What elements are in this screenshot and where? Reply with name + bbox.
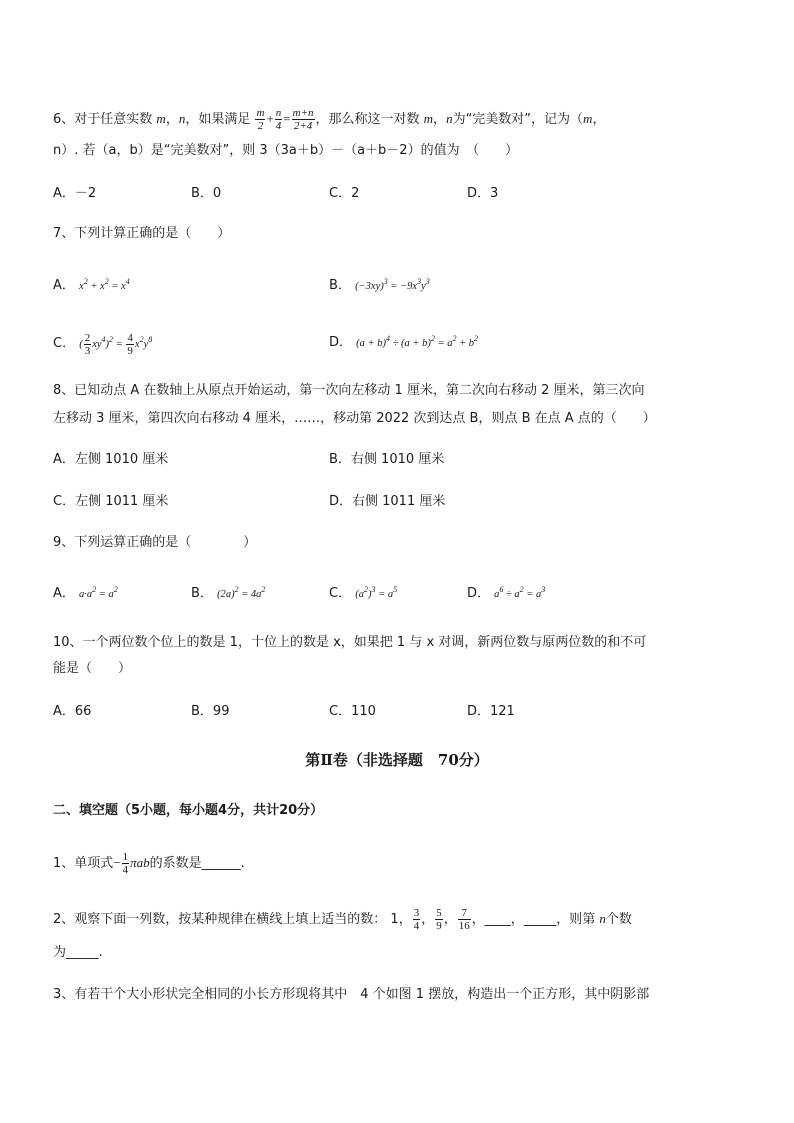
q7-stem: 7、下列计算正确的是（ ） bbox=[53, 226, 231, 241]
q8-option-b: B．右侧 1010 厘米 bbox=[329, 452, 445, 467]
q7-c-expr: ( $\frac{2}{3}$ $xy^4)^2$ = $\frac{4}{9}$ $x^2y^8$ bbox=[79, 332, 153, 358]
q8-option-c: C．左侧 1011 厘米 bbox=[53, 494, 169, 509]
q6-option-c: C．2 bbox=[329, 186, 360, 201]
f1-frac: $\frac{1}{4}$ bbox=[122, 851, 129, 876]
f1-suffix: 的系数是______. bbox=[149, 856, 245, 871]
fill-q3-line1: 3、有若干个大小形状完全相同的小长方形现将其中 4 个如图 1 摆放，构造出一个正方形，其中阴影部 bbox=[53, 987, 650, 1002]
section-2-title: 第Ⅱ卷（非选择题 70分） bbox=[305, 751, 489, 769]
q7-b-expr: $(-3xy)^3 = -9x^3y^3$ bbox=[355, 277, 430, 292]
f2-first: 1， bbox=[390, 912, 412, 927]
q9-option-a bbox=[53, 585, 118, 604]
f2-comma-1: ， bbox=[421, 912, 435, 927]
q10-option-c: C．110 bbox=[329, 704, 376, 719]
q9-option-b bbox=[191, 585, 265, 604]
q6-comma: ， bbox=[165, 112, 179, 127]
f2-frac-2: $\frac{5}{9}$ bbox=[436, 907, 442, 932]
q7-d-expr: $(a + b)^4 \div (a + b)^2 = a^2 + b^2$ bbox=[356, 334, 479, 349]
q6-option-d: D．3 bbox=[467, 186, 499, 201]
q8-line1: 8、已知动点 A 在数轴上从原点开始运动，第一次向左移动 1 厘米，第二次向右移动 2 厘米，第三次向 bbox=[53, 383, 645, 398]
f2-frac-3: $\frac{7}{16}$ bbox=[458, 907, 470, 932]
q6-frac-sum: $\frac{m+n}{2+4}$ bbox=[292, 107, 314, 132]
q9-b-expr: $(2a)^2 = 4a^2$ bbox=[217, 585, 266, 600]
q9-c-label: C． bbox=[329, 586, 352, 601]
fill-q2-line2: 为_____. bbox=[53, 945, 103, 960]
q6-line1 bbox=[53, 106, 605, 132]
q6-equals: = bbox=[283, 111, 291, 126]
q10-line1: 10、一个两位数个位上的数是 1，十位上的数是 x，如果把 1 与 x 对调，新两位数与原两位数的和不可 bbox=[53, 635, 647, 650]
q10-option-b: B．99 bbox=[191, 704, 230, 719]
q6-frac-m-2: $\frac{m}{2}$ bbox=[256, 107, 265, 132]
q7-option-d bbox=[329, 334, 478, 353]
f2-frac-1: $\frac{3}{4}$ bbox=[413, 907, 420, 932]
q7-a-label: A． bbox=[53, 278, 75, 293]
fill-q2-line1 bbox=[53, 901, 632, 937]
q9-b-label: B． bbox=[191, 586, 213, 601]
q7-a-expr: $x^2 + x^2 = x^4$ bbox=[79, 277, 130, 292]
q6-comma2: ， bbox=[433, 112, 447, 127]
q6-var-m3: m bbox=[583, 111, 593, 126]
f2-tail: 个数 bbox=[605, 912, 632, 927]
q6-end: 为“完美数对”，记为（ bbox=[452, 112, 584, 127]
q8-option-a: A．左侧 1010 厘米 bbox=[53, 452, 169, 467]
q10-line2: 能是（ ） bbox=[53, 661, 132, 676]
q6-var-n: n bbox=[178, 111, 186, 126]
q8-option-d: D．右侧 1011 厘米 bbox=[329, 494, 446, 509]
f2-blanks: ____，_____，则第 bbox=[484, 912, 596, 927]
q9-option-d bbox=[467, 585, 545, 604]
q7-d-label: D． bbox=[329, 335, 353, 350]
fill-q1 bbox=[53, 846, 245, 880]
q6-var-m: m bbox=[156, 111, 166, 126]
q6-plus: + bbox=[266, 111, 274, 126]
q6-line2: n）. 若（a，b）是“完美数对”，则 3（3a＋b）－（a＋b－2）的值为 （ ） bbox=[53, 143, 519, 158]
q7-option-a bbox=[53, 277, 130, 296]
q10-option-a: A．66 bbox=[53, 704, 92, 719]
f1-term: πab bbox=[130, 855, 150, 870]
q6-mid: ，如果满足 bbox=[185, 112, 251, 127]
q7-option-c bbox=[53, 327, 152, 361]
q7-b-label: B． bbox=[329, 278, 351, 293]
q6-comma3: ， bbox=[592, 112, 606, 127]
q6-option-a: A．－2 bbox=[53, 186, 97, 201]
q9-a-expr: $a\cdot a^2 = a^2$ bbox=[79, 585, 118, 600]
q10-option-d: D．121 bbox=[467, 704, 515, 719]
q9-c-expr: $(a^2)^3 = a^5$ bbox=[355, 585, 398, 600]
f1-prefix: 1、单项式 bbox=[53, 856, 114, 871]
q7-option-b bbox=[329, 277, 430, 296]
q9-a-label: A． bbox=[53, 586, 75, 601]
f1-minus: − bbox=[113, 855, 121, 870]
fill-in-heading: 二、填空题（5小题，每小题4分，共计20分） bbox=[53, 803, 324, 818]
q9-option-c bbox=[329, 585, 397, 604]
f2-comma-2: ， bbox=[443, 912, 457, 927]
f2-prefix: 2、观察下面一列数，按某种规律在横线上填上适当的数： bbox=[53, 912, 387, 927]
q6-option-b: B．0 bbox=[191, 186, 222, 201]
q9-stem: 9、下列运算正确的是（ ） bbox=[53, 535, 257, 550]
f2-var-n: n bbox=[599, 911, 606, 926]
q6-var-n2: n bbox=[446, 111, 453, 126]
q9-d-label: D． bbox=[467, 586, 491, 601]
q9-d-expr: $a^6 \div a^2 = a^3$ bbox=[494, 585, 546, 600]
q6-tail: ，那么称这一对数 bbox=[315, 112, 420, 127]
q6-frac-n-4: $\frac{n}{4}$ bbox=[275, 107, 282, 132]
q8-line2: 左移动 3 厘米，第四次向右移动 4 厘米，……，移动第 2022 次到达点 B，则点 B 在点 A 点的（ ） bbox=[53, 411, 656, 426]
q7-c-label: C． bbox=[53, 336, 76, 351]
f2-comma-3: ， bbox=[471, 912, 485, 927]
q6-prefix: 6、对于任意实数 bbox=[53, 112, 153, 127]
q6-var-m2: m bbox=[423, 111, 434, 126]
